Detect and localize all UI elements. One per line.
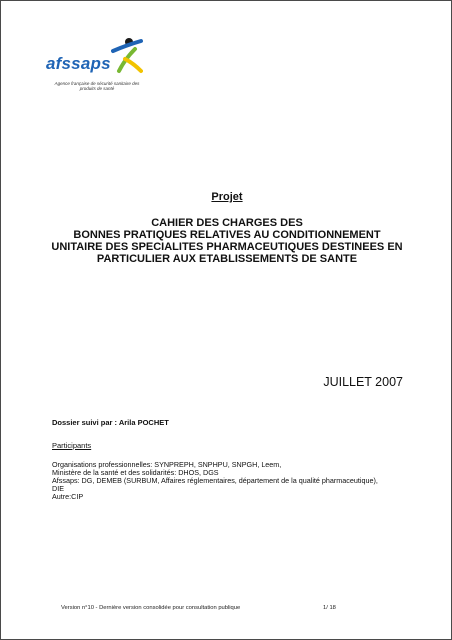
afssaps-logo — [41, 37, 156, 97]
participants-list — [52, 461, 412, 501]
logo-wordmark: afssaps — [46, 54, 111, 73]
logo-figure-icon — [111, 37, 143, 75]
title-line: CAHIER DES CHARGES DES — [151, 217, 303, 229]
document-title — [41, 217, 413, 265]
title-line: UNITAIRE DES SPECIALITES PHARMACEUTIQUES DESTINEES EN — [51, 241, 403, 253]
document-status: Projet — [211, 191, 243, 203]
footer-version: Version n°10 - Dernière version consolidée pour consultation publique — [61, 605, 241, 611]
logo-tagline: Agence française de sécurité sanitaire des produits de santé — [54, 81, 140, 91]
participant-line: DIE — [52, 484, 64, 493]
dossier-contact: Dossier suivi par : Arila POCHET — [52, 418, 169, 427]
participant-line: Ministère de la santé et des solidarités: DHOS, DGS — [52, 468, 219, 477]
participant-line: Afssaps: DG, DEMEB (SURBUM, Affaires réglementaires, département de la qualité pharmaceutique), — [52, 476, 378, 485]
participant-line: Organisations professionnelles: SYNPREPH, SNPHPU, SNPGH, Leem, — [52, 460, 282, 469]
document-date: JUILLET 2007 — [323, 375, 403, 389]
participant-line: Autre:CIP — [52, 492, 84, 501]
footer-page-number: 1/ 18 — [323, 605, 336, 611]
participants-heading: Participants — [52, 441, 92, 450]
title-line: PARTICULIER AUX ETABLISSEMENTS DE SANTE — [96, 253, 358, 265]
title-line: BONNES PRATIQUES RELATIVES AU CONDITIONNEMENT — [73, 229, 381, 241]
